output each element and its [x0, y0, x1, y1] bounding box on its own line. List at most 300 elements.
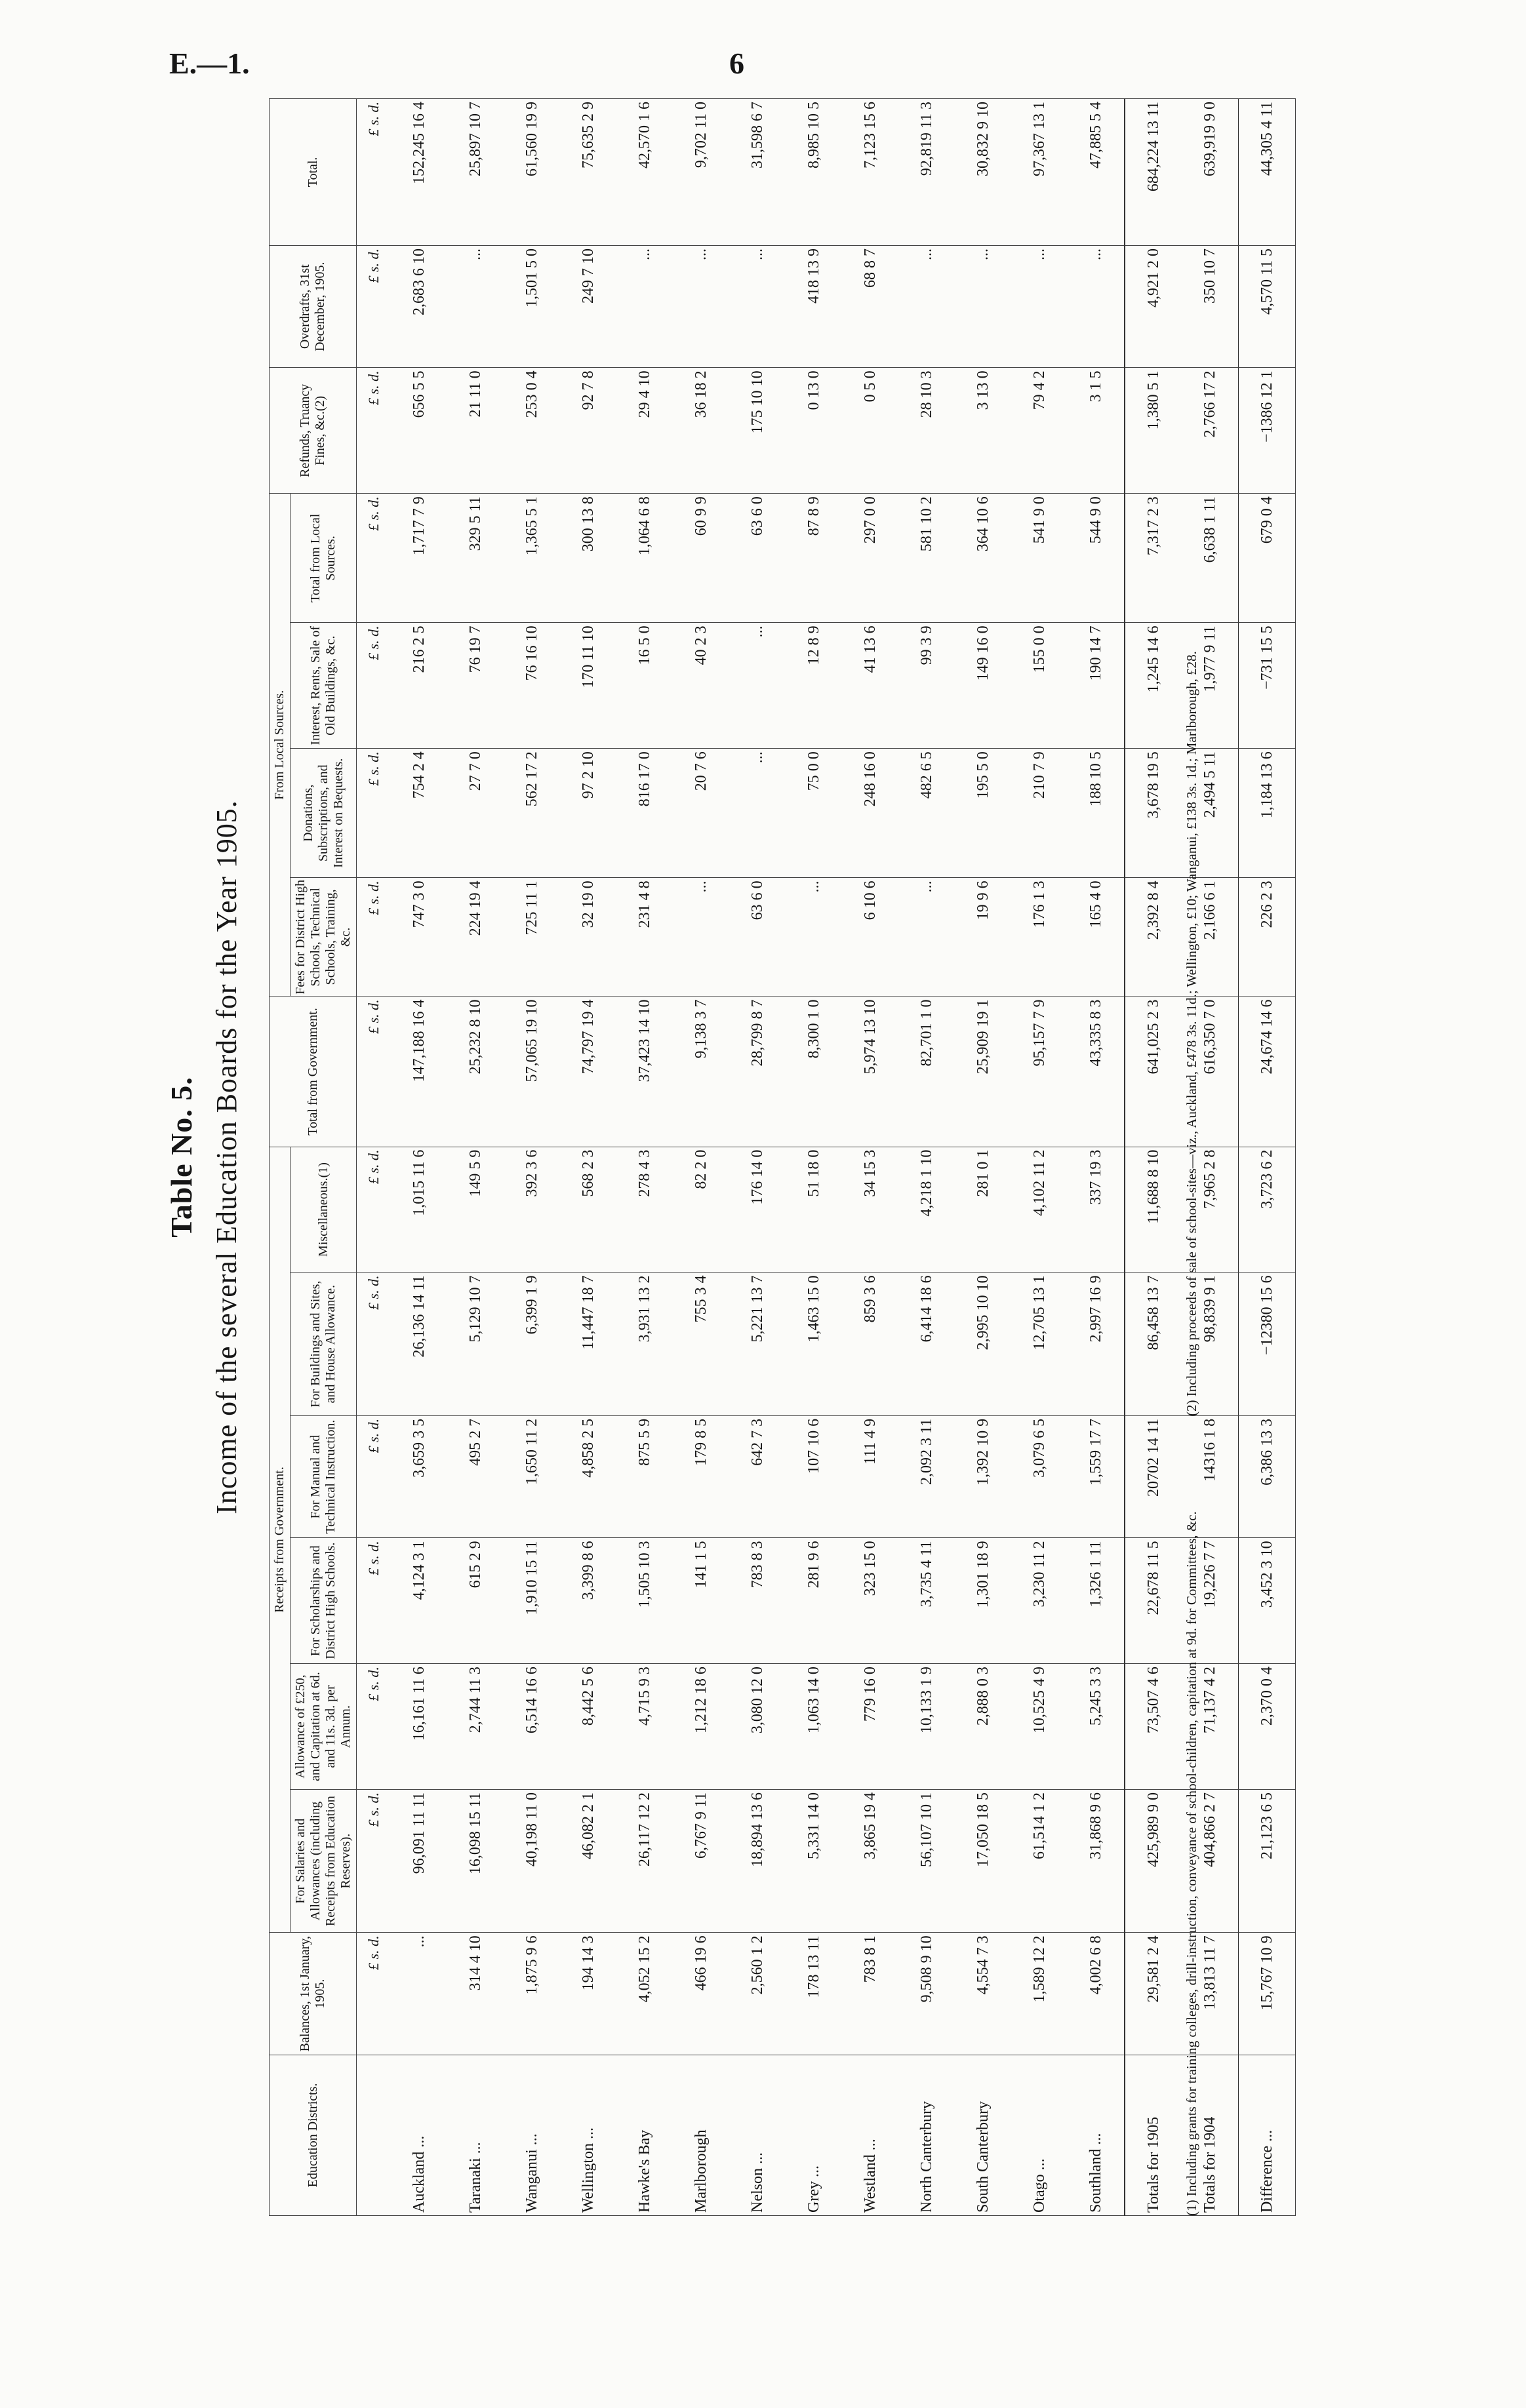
table-row	[842, 99, 898, 2216]
table-cell: 253 0 4	[504, 368, 560, 494]
table-cell: 176 1 3	[1011, 878, 1068, 997]
table-cell: 9,702 11 0	[673, 99, 729, 246]
table-cell: 27 7 0	[447, 749, 504, 878]
table-cell: 107 10 6	[786, 1415, 842, 1537]
footnote-2: (2) Including proceeds of sale of school-sites—viz., Auckland, £478 3s. 11d.; Wellington, £10; Wanganui, £138 3s. 1d.; Marlborough, £28.	[1184, 651, 1199, 1416]
table-cell: 3 13 0	[955, 368, 1011, 494]
col-header-capitation: Allowance of £250, and Capitation at 6d. and 11s. 3d. per Annum.	[291, 1664, 357, 1790]
table-cell: 28 10 3	[898, 368, 955, 494]
table-cell: ...	[955, 245, 1011, 367]
table-cell: ...	[786, 878, 842, 997]
table-cell: 1,380 5 1	[1125, 368, 1182, 494]
table-cell: 61,514 1 2	[1011, 1789, 1068, 1932]
table-body	[357, 99, 1296, 2216]
table-cell: 87 8 9	[786, 494, 842, 623]
table-cell: 0 5 0	[842, 368, 898, 494]
table-row	[729, 99, 786, 2216]
table-cell: 74,797 19 4	[560, 997, 616, 1147]
table-cell: 6,399 1 9	[504, 1273, 560, 1415]
table-cell: 13,813 11 7	[1182, 1933, 1239, 2055]
table-cell: 224 19 4	[447, 878, 504, 997]
table-cell: 47,885 5 4	[1068, 99, 1125, 246]
units-cell: £ s. d.	[357, 368, 392, 494]
table-cell: 2,683 6 10	[391, 245, 447, 367]
table-cell: 4,002 6 8	[1068, 1933, 1125, 2055]
table-cell: 31,598 6 7	[729, 99, 786, 246]
table-cell: 170 11 10	[560, 623, 616, 749]
table-cell: 875 5 9	[616, 1415, 673, 1537]
table-cell: ...	[729, 749, 786, 878]
footnote-1: (1) Including grants for training colleges, drill-instruction, conveyance of school-children, capitation at 9d. for Committees, &c.	[1184, 1511, 1199, 2216]
table-cell: 10,133 1 9	[898, 1664, 955, 1790]
table-cell: 71,137 4 2	[1182, 1664, 1239, 1790]
units-cell: £ s. d.	[357, 1538, 392, 1664]
table-cell: 1,463 15 0	[786, 1273, 842, 1415]
table-cell: 86,458 13 7	[1125, 1273, 1182, 1415]
document-code: E.—1.	[169, 47, 250, 80]
table-cell: ...	[729, 623, 786, 749]
table-cell: 57,065 19 10	[504, 997, 560, 1147]
table-cell: 63 6 0	[729, 878, 786, 997]
table-cell: 392 3 6	[504, 1147, 560, 1273]
table-cell: 3,399 8 6	[560, 1538, 616, 1664]
table-cell: 2,494 5 11	[1182, 749, 1239, 878]
table-cell: 783 8 3	[729, 1538, 786, 1664]
table-cell: 178 13 11	[786, 1933, 842, 2055]
table-cell: 3,678 19 5	[1125, 749, 1182, 878]
table-cell: 19 9 6	[955, 878, 1011, 997]
table-cell: ...	[898, 878, 955, 997]
table-cell: 5,974 13 10	[842, 997, 898, 1147]
table-cell: 281 0 1	[955, 1147, 1011, 1273]
table-cell: 25,897 10 7	[447, 99, 504, 246]
table-cell: 7,123 15 6	[842, 99, 898, 246]
rotated-table-page	[165, 98, 1275, 2216]
table-cell: 43,335 8 3	[1068, 997, 1125, 1147]
units-spacer	[357, 2055, 392, 2215]
table-cell: −731 15 5	[1239, 623, 1296, 749]
table-cell: 1,365 5 1	[504, 494, 560, 623]
table-cell: 3,865 19 4	[842, 1789, 898, 1932]
table-cell: 92,819 11 3	[898, 99, 955, 246]
district-name: Taranaki ...	[447, 2055, 504, 2215]
table-cell: ...	[391, 1933, 447, 2055]
table-cell: 188 10 5	[1068, 749, 1125, 878]
table-cell: 568 2 3	[560, 1147, 616, 1273]
district-name: Westland ...	[842, 2055, 898, 2215]
table-cell: 179 8 5	[673, 1415, 729, 1537]
table-cell: 1,559 17 7	[1068, 1415, 1125, 1537]
district-name: Difference ...	[1239, 2055, 1296, 2215]
units-cell: £ s. d.	[357, 1415, 392, 1537]
col-header-fees: Fees for District High Schools, Technical Schools, Training, &c.	[291, 878, 357, 997]
table-cell: 190 14 7	[1068, 623, 1125, 749]
table-cell: 1,326 1 11	[1068, 1538, 1125, 1664]
table-cell: 314 4 10	[447, 1933, 504, 2055]
table-cell: 1,245 14 6	[1125, 623, 1182, 749]
table-row	[955, 99, 1011, 2216]
table-row	[1068, 99, 1125, 2216]
table-row	[616, 99, 673, 2216]
col-header-interest: Interest, Rents, Sale of Old Buildings, &c.	[291, 623, 357, 749]
table-cell: 297 0 0	[842, 494, 898, 623]
table-cell: 859 3 6	[842, 1273, 898, 1415]
table-cell: 7,317 2 3	[1125, 494, 1182, 623]
table-cell: 34 15 3	[842, 1147, 898, 1273]
table-cell: 2,560 1 2	[729, 1933, 786, 2055]
table-cell: 1,392 10 9	[955, 1415, 1011, 1537]
table-cell: 149 5 9	[447, 1147, 504, 1273]
table-title: Income of the several Education Boards for the Year 1905.	[211, 800, 243, 1514]
table-cell: 19,226 7 7	[1182, 1538, 1239, 1664]
units-cell: £ s. d.	[357, 1789, 392, 1932]
table-cell: 97 2 10	[560, 749, 616, 878]
col-header-salaries: For Salaries and Allowances (including Receipts from Education Reserves).	[291, 1789, 357, 1932]
table-cell: 562 17 2	[504, 749, 560, 878]
units-row	[357, 99, 392, 2216]
table-row	[1011, 99, 1068, 2216]
table-cell: ...	[898, 245, 955, 367]
units-cell: £ s. d.	[357, 99, 392, 246]
table-cell: 231 4 8	[616, 878, 673, 997]
table-cell: 216 2 5	[391, 623, 447, 749]
table-cell: 616,350 7 0	[1182, 997, 1239, 1147]
table-cell: 8,300 1 0	[786, 997, 842, 1147]
table-cell: 79 4 2	[1011, 368, 1068, 494]
table-row	[1125, 99, 1182, 2216]
table-head	[270, 99, 357, 2216]
table-cell: 10,525 4 9	[1011, 1664, 1068, 1790]
table-cell: 6,638 1 11	[1182, 494, 1239, 623]
table-cell: 29 4 10	[616, 368, 673, 494]
table-cell: 5,129 10 7	[447, 1273, 504, 1415]
table-cell: 482 6 5	[898, 749, 955, 878]
units-cell: £ s. d.	[357, 1664, 392, 1790]
table-cell: 82,701 1 0	[898, 997, 955, 1147]
table-cell: 97,367 13 1	[1011, 99, 1068, 246]
table-cell: ...	[729, 245, 786, 367]
table-cell: 783 8 1	[842, 1933, 898, 2055]
table-cell: −12380 15 6	[1239, 1273, 1296, 1415]
table-cell: 41 13 6	[842, 623, 898, 749]
col-header-district: Education Districts.	[270, 2055, 357, 2215]
col-header-buildings: For Buildings and Sites, and House Allowance.	[291, 1273, 357, 1415]
table-cell: 31,868 9 6	[1068, 1789, 1125, 1932]
table-cell: 541 9 0	[1011, 494, 1068, 623]
col-header-total-government: Total from Government.	[270, 997, 357, 1147]
table-cell: 3,230 11 2	[1011, 1538, 1068, 1664]
table-cell: 3,931 13 2	[616, 1273, 673, 1415]
table-cell: 75,635 2 9	[560, 99, 616, 246]
table-cell: 418 13 9	[786, 245, 842, 367]
table-row	[898, 99, 955, 2216]
table-cell: 2,995 10 10	[955, 1273, 1011, 1415]
table-cell: 725 11 1	[504, 878, 560, 997]
table-cell: 3,080 12 0	[729, 1664, 786, 1790]
table-cell: 28,799 8 7	[729, 997, 786, 1147]
table-cell: 1,650 11 2	[504, 1415, 560, 1537]
table-cell: 16 5 0	[616, 623, 673, 749]
col-header-scholarships: For Scholarships and District High Schools.	[291, 1538, 357, 1664]
table-cell: 16,161 11 6	[391, 1664, 447, 1790]
table-cell: 76 16 10	[504, 623, 560, 749]
table-cell: 337 19 3	[1068, 1147, 1125, 1273]
table-row	[673, 99, 729, 2216]
table-cell: 684,224 13 11	[1125, 99, 1182, 246]
table-cell: 99 3 9	[898, 623, 955, 749]
table-cell: 1,977 9 11	[1182, 623, 1239, 749]
col-header-balances: Balances, 1st January, 1905.	[270, 1933, 357, 2055]
table-cell: 20 7 6	[673, 749, 729, 878]
table-cell: 7,965 2 8	[1182, 1147, 1239, 1273]
table-cell: 82 2 0	[673, 1147, 729, 1273]
table-cell: 755 3 4	[673, 1273, 729, 1415]
footnotes	[1184, 651, 1200, 2216]
table-cell: 25,232 8 10	[447, 997, 504, 1147]
col-header-donations: Donations, Subscriptions, and Interest on Bequests.	[291, 749, 357, 878]
table-cell: 5,221 13 7	[729, 1273, 786, 1415]
table-cell: 615 2 9	[447, 1538, 504, 1664]
district-name: Otago ...	[1011, 2055, 1068, 2215]
table-cell: 29,581 2 4	[1125, 1933, 1182, 2055]
col-header-overdrafts: Overdrafts, 31st December, 1905.	[270, 245, 357, 367]
table-cell: 9,508 9 10	[898, 1933, 955, 2055]
col-header-manual: For Manual and Technical Instruction.	[291, 1415, 357, 1537]
table-cell: 1,063 14 0	[786, 1664, 842, 1790]
table-cell: 4,715 9 3	[616, 1664, 673, 1790]
table-cell: 3,659 3 5	[391, 1415, 447, 1537]
table-cell: 155 0 0	[1011, 623, 1068, 749]
table-cell: 4,858 2 5	[560, 1415, 616, 1537]
table-cell: 3 1 5	[1068, 368, 1125, 494]
table-cell: 1,501 5 0	[504, 245, 560, 367]
table-cell: ...	[673, 878, 729, 997]
units-cell: £ s. d.	[357, 245, 392, 367]
district-name: Totals for 1905	[1125, 2055, 1182, 2215]
table-cell: 5,245 3 3	[1068, 1664, 1125, 1790]
table-row	[786, 99, 842, 2216]
table-cell: 404,866 2 7	[1182, 1789, 1239, 1932]
table-cell: 249 7 10	[560, 245, 616, 367]
district-name: Grey ...	[786, 2055, 842, 2215]
table-cell: 329 5 11	[447, 494, 504, 623]
table-cell: 32 19 0	[560, 878, 616, 997]
table-cell: 12 8 9	[786, 623, 842, 749]
units-cell: £ s. d.	[357, 1273, 392, 1415]
table-cell: 1,505 10 3	[616, 1538, 673, 1664]
table-cell: 2,092 3 11	[898, 1415, 955, 1537]
table-cell: 149 16 0	[955, 623, 1011, 749]
table-cell: 30,832 9 10	[955, 99, 1011, 246]
table-cell: 20702 14 11	[1125, 1415, 1182, 1537]
table-cell: 281 9 6	[786, 1538, 842, 1664]
table-cell: 46,082 2 1	[560, 1789, 616, 1932]
table-cell: 2,997 16 9	[1068, 1273, 1125, 1415]
table-cell: 141 1 5	[673, 1538, 729, 1664]
table-cell: 96,091 11 11	[391, 1789, 447, 1932]
table-cell: 2,744 11 3	[447, 1664, 504, 1790]
table-cell: 44,305 4 11	[1239, 99, 1296, 246]
table-cell: 15,767 10 9	[1239, 1933, 1296, 2055]
table-cell: 754 2 4	[391, 749, 447, 878]
table-cell: 2,392 8 4	[1125, 878, 1182, 997]
units-cell: £ s. d.	[357, 1933, 392, 2055]
district-name: Totals for 1904	[1182, 2055, 1239, 2215]
table-cell: 495 2 7	[447, 1415, 504, 1537]
table-cell: 51 18 0	[786, 1147, 842, 1273]
table-cell: 73,507 4 6	[1125, 1664, 1182, 1790]
table-row	[560, 99, 616, 2216]
table-cell: 679 0 4	[1239, 494, 1296, 623]
table-cell: 544 9 0	[1068, 494, 1125, 623]
table-cell: 779 16 0	[842, 1664, 898, 1790]
table-cell: 42,570 1 6	[616, 99, 673, 246]
table-cell: 747 3 0	[391, 878, 447, 997]
income-table	[269, 98, 1296, 2216]
table-cell: 6,514 16 6	[504, 1664, 560, 1790]
district-name: Southland ...	[1068, 2055, 1125, 2215]
table-cell: 1,212 18 6	[673, 1664, 729, 1790]
table-row	[447, 99, 504, 2216]
table-cell: 8,985 10 5	[786, 99, 842, 246]
district-name: Hawke's Bay	[616, 2055, 673, 2215]
district-name: South Canterbury	[955, 2055, 1011, 2215]
table-cell: 642 7 3	[729, 1415, 786, 1537]
table-cell: 16,098 15 11	[447, 1789, 504, 1932]
table-cell: 4,124 3 1	[391, 1538, 447, 1664]
units-cell: £ s. d.	[357, 623, 392, 749]
district-name: North Canterbury	[898, 2055, 955, 2215]
table-cell: 26,136 14 11	[391, 1273, 447, 1415]
table-cell: 21,123 6 5	[1239, 1789, 1296, 1932]
col-header-total: Total.	[270, 99, 357, 246]
units-cell: £ s. d.	[357, 1147, 392, 1273]
table-cell: 300 13 8	[560, 494, 616, 623]
col-header-refunds: Refunds, Truancy Fines, &c.(2)	[270, 368, 357, 494]
table-cell: 56,107 10 1	[898, 1789, 955, 1932]
table-cell: 26,117 12 2	[616, 1789, 673, 1932]
table-cell: 425,989 9 0	[1125, 1789, 1182, 1932]
table-cell: 0 13 0	[786, 368, 842, 494]
table-cell: 111 4 9	[842, 1415, 898, 1537]
table-cell: 165 4 0	[1068, 878, 1125, 997]
table-cell: 350 10 7	[1182, 245, 1239, 367]
table-cell: 4,102 11 2	[1011, 1147, 1068, 1273]
table-cell: 95,157 7 9	[1011, 997, 1068, 1147]
table-cell: 1,717 7 9	[391, 494, 447, 623]
table-cell: −1386 12 1	[1239, 368, 1296, 494]
table-cell: 176 14 0	[729, 1147, 786, 1273]
table-cell: 1,875 9 6	[504, 1933, 560, 2055]
table-cell: 194 14 3	[560, 1933, 616, 2055]
table-cell: 63 6 0	[729, 494, 786, 623]
income-table-wrapper	[269, 98, 1296, 2216]
table-cell: 6,767 9 11	[673, 1789, 729, 1932]
table-cell: 14316 1 8	[1182, 1415, 1239, 1537]
table-cell: 1,910 15 11	[504, 1538, 560, 1664]
table-cell: 6 10 6	[842, 878, 898, 997]
table-cell: 323 15 0	[842, 1538, 898, 1664]
page-number: 6	[729, 47, 744, 80]
district-name: Wanganui ...	[504, 2055, 560, 2215]
district-name: Nelson ...	[729, 2055, 786, 2215]
table-cell: 6,386 13 3	[1239, 1415, 1296, 1537]
table-cell: 11,688 8 10	[1125, 1147, 1182, 1273]
table-cell: 92 7 8	[560, 368, 616, 494]
district-name: Wellington ...	[560, 2055, 616, 2215]
table-cell: 816 17 0	[616, 749, 673, 878]
table-cell: 24,674 14 6	[1239, 997, 1296, 1147]
table-row	[504, 99, 560, 2216]
units-cell: £ s. d.	[357, 749, 392, 878]
table-cell: 2,166 6 1	[1182, 878, 1239, 997]
table-cell: 98,839 9 1	[1182, 1273, 1239, 1415]
table-cell: 656 5 5	[391, 368, 447, 494]
table-cell: ...	[447, 245, 504, 367]
table-cell: 2,766 17 2	[1182, 368, 1239, 494]
table-cell: 4,921 2 0	[1125, 245, 1182, 367]
table-cell: 1,589 12 2	[1011, 1933, 1068, 2055]
table-cell: 2,370 0 4	[1239, 1664, 1296, 1790]
table-cell: 76 19 7	[447, 623, 504, 749]
col-header-total-local: Total from Local Sources.	[291, 494, 357, 623]
table-cell: 1,064 6 8	[616, 494, 673, 623]
table-cell: 21 11 0	[447, 368, 504, 494]
table-cell: 152,245 16 4	[391, 99, 447, 246]
table-cell: 639,919 9 0	[1182, 99, 1239, 246]
table-cell: 5,331 14 0	[786, 1789, 842, 1932]
table-cell: 3,723 6 2	[1239, 1147, 1296, 1273]
table-cell: 75 0 0	[786, 749, 842, 878]
table-cell: 4,218 1 10	[898, 1147, 955, 1273]
table-cell: 11,447 18 7	[560, 1273, 616, 1415]
units-cell: £ s. d.	[357, 997, 392, 1147]
table-cell: ...	[616, 245, 673, 367]
table-cell: 3,079 6 5	[1011, 1415, 1068, 1537]
table-cell: 6,414 18 6	[898, 1273, 955, 1415]
table-cell: 278 4 3	[616, 1147, 673, 1273]
table-cell: 18,894 13 6	[729, 1789, 786, 1932]
table-cell: 9,138 3 7	[673, 997, 729, 1147]
table-cell: 25,909 19 1	[955, 997, 1011, 1147]
table-cell: ...	[673, 245, 729, 367]
units-cell: £ s. d.	[357, 494, 392, 623]
table-cell: 195 5 0	[955, 749, 1011, 878]
table-cell: 4,554 7 3	[955, 1933, 1011, 2055]
units-cell: £ s. d.	[357, 878, 392, 997]
table-cell: 60 9 9	[673, 494, 729, 623]
group-header-local: From Local Sources.	[270, 494, 291, 997]
table-cell: 1,301 18 9	[955, 1538, 1011, 1664]
table-cell: 364 10 6	[955, 494, 1011, 623]
table-cell: 581 10 2	[898, 494, 955, 623]
table-cell: 248 16 0	[842, 749, 898, 878]
table-cell: 37,423 14 10	[616, 997, 673, 1147]
table-cell: 4,052 15 2	[616, 1933, 673, 2055]
table-cell: 3,735 4 11	[898, 1538, 955, 1664]
table-cell: 226 2 3	[1239, 878, 1296, 997]
table-cell: 8,442 5 6	[560, 1664, 616, 1790]
table-cell: 466 19 6	[673, 1933, 729, 2055]
table-cell: 641,025 2 3	[1125, 997, 1182, 1147]
table-cell: 61,560 19 9	[504, 99, 560, 246]
group-header-receipts: Receipts from Government.	[270, 1147, 291, 1933]
table-row	[391, 99, 447, 2216]
table-cell: 68 8 7	[842, 245, 898, 367]
table-cell: 12,705 13 1	[1011, 1273, 1068, 1415]
district-name: Auckland ...	[391, 2055, 447, 2215]
table-cell: 40,198 11 0	[504, 1789, 560, 1932]
